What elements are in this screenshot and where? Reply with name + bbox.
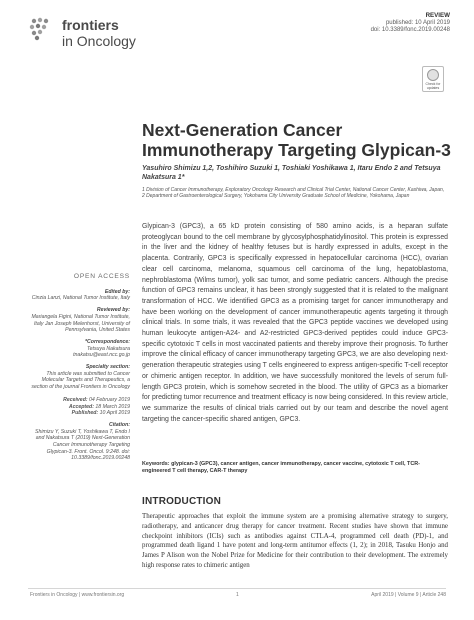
article-type: REVIEW: [425, 12, 450, 19]
specialty-section-label: Specialty section:: [85, 364, 130, 371]
reviewed-by: Mariangela Figini, National Tumor Institute, Italy Jan Joseph Melenhorst, University of Pennsylvania, United States: [31, 313, 130, 334]
article-dates: [30, 397, 130, 417]
keywords-label: Keywords:: [142, 461, 170, 467]
published-value: 10 April 2019: [99, 410, 130, 417]
accepted-label: Accepted:: [68, 403, 94, 410]
publication-info: [371, 12, 450, 35]
correspondence[interactable]: Tetsuya Nakatsura tnakatsu@east.ncc.go.jp: [73, 345, 130, 359]
journal-name-line1: frontiers: [62, 17, 119, 33]
footer-issue: April 2019 | Volume 9 | Article 248: [371, 592, 446, 598]
introduction-text: Therapeutic approaches that exploit the immune system are a promising alternative strategy to surgery, radiotherapy, and anticancer drug therapy for cancer treatment. Recent studies have shown that immune checkpoint inhibitors (ICIs) such as antibodies against CTLA-4, programmed cell death (PD)-1, and programmed death ligand 1 have potent and long-term antitumor effects (1, 2); in 2018, Tasuku Honjo and James P Alison won the Nobel Prize for Medicine for their contribution to their development. The extremely high response rates to chimeric antigen: [142, 513, 448, 569]
published-date: published: 10 April 2019: [385, 19, 450, 26]
keywords-block: [142, 461, 448, 476]
check-updates-label: Check for updates: [425, 82, 441, 90]
page-number: 1: [236, 592, 239, 598]
doi[interactable]: doi: 10.3389/fonc.2019.00248: [370, 27, 450, 33]
edited-by: Cinzia Lanzi, National Tumor Institute, Italy: [31, 295, 130, 302]
check-for-updates-badge[interactable]: [422, 66, 444, 92]
article-sidebar: [30, 274, 130, 462]
authors: Yasuhiro Shimizu 1,2, Toshihiro Suzuki 1, Toshiaki Yoshikawa 1, Itaru Endo 2 and Tetsuya Nakatsura 1*: [142, 165, 441, 181]
abstract: Glypican-3 (GPC3), a 65 kD protein consisting of 580 amino acids, is a heparan sulfate proteoglycan bound to the cell membrane by glycosylphosphatidylinositol. This protein is expressed in the liver and the kidney of healthy fetuses but is hardly expressed in adults, except in the placenta. Contrarily, GPC3 is specifically expressed in hepatocellular carcinoma (HCC), ovarian clear cell carcinoma, melanoma, squamous cell carcinoma of the lung, hepatoblastoma, nephroblastoma (Wilms tumor), yolk sac tumor, and some pediatric cancers. Although the precise function of GPC3 remains unclear, it has been strongly suggested that it is related to the malignant transformation of HCC. We identified GPC3 as a promising target for cancer immunotherapy and have been working on the development of cancer immunotherapeutic agents targeting it through clinical trials. In some trials, it was revealed that the GPC3 peptide vaccines we developed using human leukocyte antigen-A24- and A2-restricted GPC3-derived peptides could induce GPC3-specific cytotoxic T cells in most vaccinated patients and thereby improve their prognosis. To further improve the clinical efficacy of cancer immunotherapy targeting GPC3, we are also developing next-generation therapeutic strategies using T cells engineered to express antigen-specific T-cell receptor or chimeric antigen receptor. In addition, we have successfully monitored the levels of serum full-length GPC3 protein, which is somehow secreted in the blood. The utility of GPC3 as a biomarker for predicting tumor recurrence and treatment efficacy is now being considered. In this review article, we summarize the results of clinical trials carried out by our team and describe the novel agent targeting the cancer-specific shared antigen, GPC3.: [142, 223, 448, 423]
journal-logo: [28, 16, 158, 54]
paper-title: Next-Generation Cancer Immunotherapy Targeting Glypican-3: [142, 120, 451, 160]
accepted-date: [30, 404, 130, 411]
introduction-heading: INTRODUCTION: [142, 496, 222, 507]
citation: Shimizu Y, Suzuki T, Yoshikawa T, Endo I and Nakatsura T (2019) Next-Generation Cancer Immunotherapy Targeting Glypican-3. Front. Oncol. 9:248. doi: 10.3389/fonc.2019.00248: [35, 428, 130, 462]
footer-journal[interactable]: Frontiers in Oncology | www.frontiersin.org: [30, 592, 125, 598]
specialty-section: This article was submitted to Cancer Molecular Targets and Therapeutics, a section of the journal Frontiers in Oncology: [31, 370, 130, 391]
accepted-value: 18 March 2019: [95, 403, 130, 410]
received-label: Received:: [63, 396, 88, 403]
footer-divider: [28, 588, 446, 589]
affiliations: 1 Division of Cancer Immunotherapy, Exploratory Oncology Research and Clinical Trial Center, National Cancer Center, Kashiwa, Japan, 2 Department of Gastroenterological Surgery, Yokohama City University Graduate School of Medicine, Yokohama, Japan: [142, 187, 445, 200]
journal-name-line2: in Oncology: [62, 33, 136, 49]
published-date-sidebar: [30, 410, 130, 417]
frontiers-logo-icon: [28, 16, 58, 46]
received-value: 04 February 2019: [89, 396, 130, 403]
open-access-label: OPEN ACCESS: [73, 273, 130, 280]
received-date: [30, 397, 130, 404]
reviewed-by-label: Reviewed by:: [96, 307, 130, 314]
check-updates-icon: [427, 69, 439, 81]
published-label: Published:: [71, 410, 99, 417]
keywords-list: glypican-3 (GPC3), cancer antigen, cancer immunotherapy, cancer vaccine, cytotoxic T cell, TCR-engineered T cell therapy, CAR-T therapy: [142, 461, 420, 475]
edited-by-label: Edited by:: [104, 288, 130, 295]
correspondence-label: *Correspondence:: [85, 338, 130, 345]
citation-label: Citation:: [108, 421, 130, 428]
